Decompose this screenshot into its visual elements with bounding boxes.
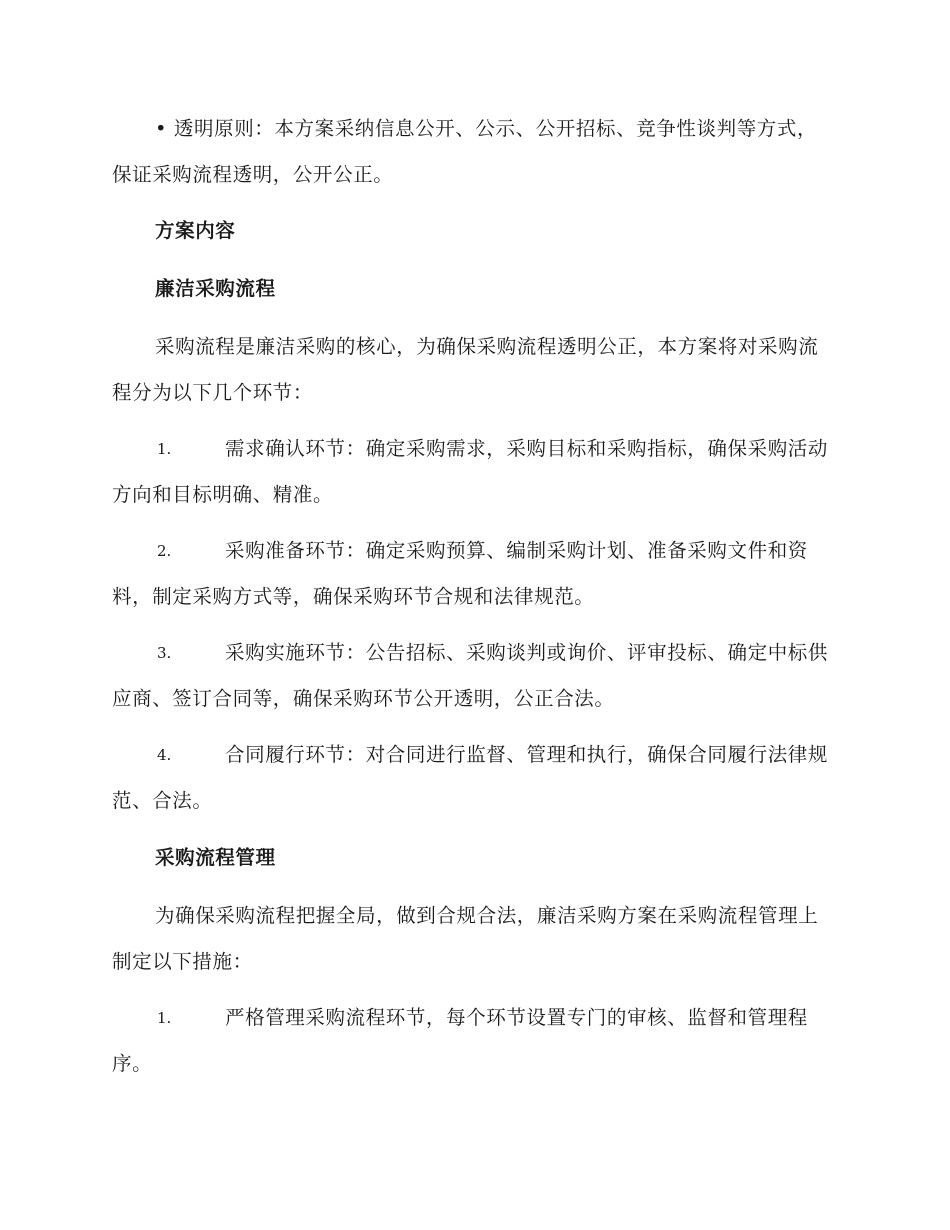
list-number: 1. (157, 440, 172, 458)
list-number: 2. (157, 542, 172, 560)
process-step-1 (112, 426, 836, 518)
process-step-3 (112, 630, 836, 722)
heading-process-management: 采购流程管理 (155, 846, 276, 869)
list-number: 3. (157, 644, 172, 662)
list-item-text: 需求确认环节：确定采购需求，采购目标和采购指标，确保采购活动方向和目标明确、精准。 (112, 437, 829, 506)
paragraph-management-intro: 为确保采购流程把握全局，做到合规合法，廉洁采购方案在采购流程管理上制定以下措施： (112, 904, 819, 973)
list-item-text: 采购准备环节：确定采购预算、编制采购计划、准备采购文件和资料，制定采购方式等，确保采购环节合规和法律规范。 (112, 539, 808, 608)
list-item-text: 采购实施环节：公告招标、采购谈判或询价、评审投标、确定中标供应商、签订合同等，确保采购环节公开透明，公正合法。 (112, 641, 829, 710)
process-step-2 (112, 528, 836, 620)
paragraph-transparency-principle: • 透明原则：本方案采纳信息公开、公示、公开招标、竞争性谈判等方式，保证采购流程透明，公开公正。 (112, 117, 818, 186)
list-item-text: 严格管理采购流程环节，每个环节设置专门的审核、监督和管理程序。 (112, 1006, 808, 1075)
paragraph-process-intro: 采购流程是廉洁采购的核心，为确保采购流程透明公正，本方案将对采购流程分为以下几个环节： (112, 335, 819, 404)
list-item-text: 合同履行环节：对合同进行监督、管理和执行，确保合同履行法律规范、合法。 (112, 743, 829, 812)
heading-clean-procurement-process: 廉洁采购流程 (155, 277, 276, 300)
list-number: 1. (157, 1009, 172, 1027)
management-measure-1 (112, 995, 836, 1087)
process-step-4 (112, 732, 836, 824)
list-number: 4. (157, 746, 172, 764)
heading-scheme-content: 方案内容 (155, 219, 236, 242)
